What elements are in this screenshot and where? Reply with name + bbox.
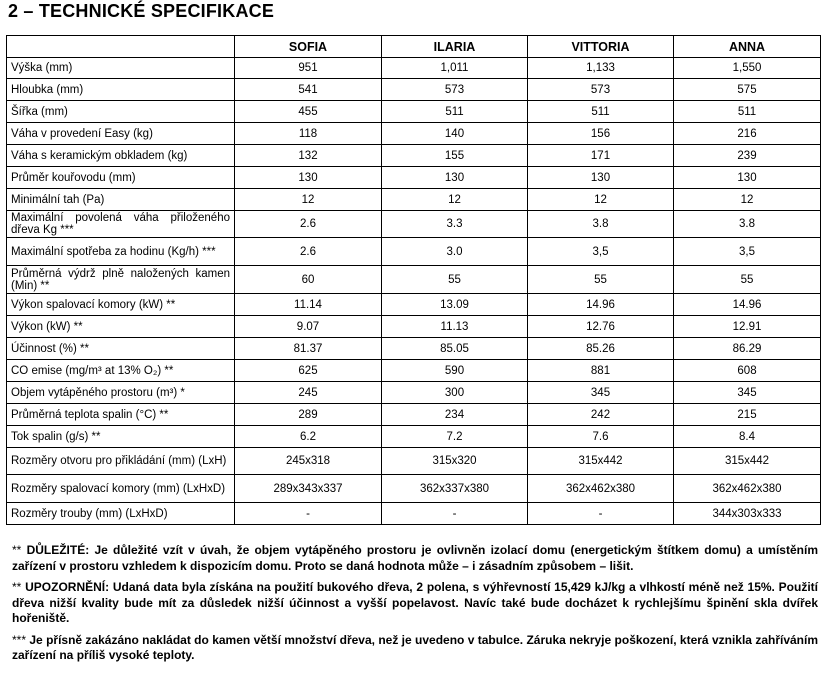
value-cell: 234 [382, 404, 528, 426]
value-cell: 3.3 [382, 211, 528, 238]
value-cell: 12 [528, 189, 674, 211]
value-cell: 951 [235, 58, 382, 79]
value-cell: 345 [528, 382, 674, 404]
note-important [12, 543, 818, 574]
note-prohibition [12, 633, 818, 664]
value-cell: - [528, 503, 674, 525]
value-cell: 511 [382, 101, 528, 123]
value-cell: 12 [382, 189, 528, 211]
value-cell: 11.14 [235, 294, 382, 316]
note-warning [12, 580, 818, 627]
value-cell: 289 [235, 404, 382, 426]
value-cell: 171 [528, 145, 674, 167]
value-cell: 1,011 [382, 58, 528, 79]
value-cell: 1,550 [674, 58, 821, 79]
value-cell: 3.8 [674, 211, 821, 238]
value-cell: 85.26 [528, 338, 674, 360]
value-cell: 60 [235, 266, 382, 294]
table-row [7, 58, 821, 79]
value-cell: 140 [382, 123, 528, 145]
value-cell: 130 [674, 167, 821, 189]
value-cell: 362x462x380 [674, 475, 821, 503]
value-cell: 300 [382, 382, 528, 404]
value-cell: 575 [674, 79, 821, 101]
note-text: UPOZORNĚNÍ: Udaná data byla získána na použití bukového dřeva, 2 polena, s výhřevností 15,429 kJ/kg a vlhkostí méně než 15%. Použití dřeva nižší kvality bude mít za důsledek nižší účinnost a vyšší popelavost. Navíc také bude docházet k rychlejšímu špinění skla dvířek hořeniště. [12, 580, 818, 625]
note-prefix: ** [12, 543, 27, 557]
value-cell: 590 [382, 360, 528, 382]
value-cell: 156 [528, 123, 674, 145]
header-cell-anna: ANNA [674, 36, 821, 58]
value-cell: 315x442 [674, 448, 821, 475]
value-cell: 118 [235, 123, 382, 145]
value-cell: 81.37 [235, 338, 382, 360]
table-row [7, 145, 821, 167]
spec-table-body [7, 58, 821, 525]
table-row [7, 448, 821, 475]
row-label: Průměr kouřovodu (mm) [7, 167, 235, 189]
value-cell: 85.05 [382, 338, 528, 360]
value-cell: 55 [674, 266, 821, 294]
value-cell: 11.13 [382, 316, 528, 338]
table-row [7, 189, 821, 211]
notes-section [12, 543, 818, 670]
note-text: DŮLEŽITÉ: Je důležité vzít v úvah, že objem vytápěného prostoru je ovlivněn izolací domu (energetickým štítkem domu) a umístěním zařízení v prostoru vzhledem k dispozicím domu. Proto se daná hodnota může – i zásadním způsobem – lišit. [12, 543, 818, 573]
value-cell: 12.91 [674, 316, 821, 338]
row-label: Váha s keramickým obkladem (kg) [7, 145, 235, 167]
value-cell: 130 [382, 167, 528, 189]
table-row [7, 123, 821, 145]
header-cell-label [7, 36, 235, 58]
note-text: Je přísně zakázáno nakládat do kamen větší množství dřeva, než je uvedeno v tabulce. Záruka nekryje poškození, která vznikla zahříváním zařízení na příliš vysoké teploty. [12, 632, 819, 662]
page-title: 2 – TECHNICKÉ SPECIFIKACE [8, 1, 275, 21]
header-cell-sofia: SOFIA [235, 36, 382, 58]
value-cell: 14.96 [528, 294, 674, 316]
value-cell: 455 [235, 101, 382, 123]
value-cell: 362x337x380 [382, 475, 528, 503]
table-row [7, 360, 821, 382]
value-cell: 511 [528, 101, 674, 123]
table-row [7, 404, 821, 426]
value-cell: 155 [382, 145, 528, 167]
note-prefix: *** [12, 632, 30, 647]
value-cell: 216 [674, 123, 821, 145]
value-cell: 2.6 [235, 211, 382, 238]
value-cell: 215 [674, 404, 821, 426]
value-cell: 315x320 [382, 448, 528, 475]
row-label: Hloubka (mm) [7, 79, 235, 101]
row-label: Výška (mm) [7, 58, 235, 79]
value-cell: 362x462x380 [528, 475, 674, 503]
row-label: Rozměry spalovací komory (mm) (LxHxD) [7, 475, 235, 503]
table-row [7, 266, 821, 294]
value-cell: 344x303x333 [674, 503, 821, 525]
header-cell-ilaria: ILARIA [382, 36, 528, 58]
row-label: CO emise (mg/m³ at 13% O₂) ** [7, 360, 235, 382]
value-cell: 3,5 [528, 238, 674, 266]
value-cell: 132 [235, 145, 382, 167]
value-cell: 541 [235, 79, 382, 101]
row-label: Průměrná výdrž plně naložených kamen (Min) ** [7, 266, 235, 294]
header-cell-vittoria: VITTORIA [528, 36, 674, 58]
row-label: Objem vytápěného prostoru (m³) * [7, 382, 235, 404]
table-row [7, 294, 821, 316]
value-cell: 12 [674, 189, 821, 211]
value-cell: 289x343x337 [235, 475, 382, 503]
value-cell: 55 [528, 266, 674, 294]
value-cell: 315x442 [528, 448, 674, 475]
value-cell: 625 [235, 360, 382, 382]
value-cell: 573 [382, 79, 528, 101]
row-label: Výkon (kW) ** [7, 316, 235, 338]
table-row [7, 338, 821, 360]
value-cell: 55 [382, 266, 528, 294]
value-cell: 7.6 [528, 426, 674, 448]
value-cell: 881 [528, 360, 674, 382]
value-cell: 3.0 [382, 238, 528, 266]
table-row [7, 167, 821, 189]
row-label: Minimální tah (Pa) [7, 189, 235, 211]
value-cell: 511 [674, 101, 821, 123]
value-cell: 242 [528, 404, 674, 426]
table-header-row [7, 36, 821, 58]
row-label: Rozměry otvoru pro přikládání (mm) (LxH) [7, 448, 235, 475]
value-cell: 3.8 [528, 211, 674, 238]
value-cell: 7.2 [382, 426, 528, 448]
table-row [7, 101, 821, 123]
value-cell: 608 [674, 360, 821, 382]
value-cell: 3,5 [674, 238, 821, 266]
table-row [7, 79, 821, 101]
row-label: Průměrná teplota spalin (°C) ** [7, 404, 235, 426]
table-row [7, 238, 821, 266]
row-label: Výkon spalovací komory (kW) ** [7, 294, 235, 316]
value-cell: 12.76 [528, 316, 674, 338]
value-cell: 245x318 [235, 448, 382, 475]
value-cell: - [235, 503, 382, 525]
value-cell: 245 [235, 382, 382, 404]
value-cell: 8.4 [674, 426, 821, 448]
value-cell: 9.07 [235, 316, 382, 338]
table-row [7, 382, 821, 404]
row-label: Tok spalin (g/s) ** [7, 426, 235, 448]
spec-table [6, 35, 821, 525]
value-cell: - [382, 503, 528, 525]
row-label: Účinnost (%) ** [7, 338, 235, 360]
value-cell: 14.96 [674, 294, 821, 316]
note-prefix: ** [12, 580, 26, 594]
table-row [7, 426, 821, 448]
row-label: Šířka (mm) [7, 101, 235, 123]
row-label: Maximální spotřeba za hodinu (Kg/h) *** [7, 238, 235, 266]
value-cell: 573 [528, 79, 674, 101]
row-label: Maximální povolená váha přiloženého dřeva Kg *** [7, 211, 235, 238]
table-row [7, 503, 821, 525]
value-cell: 130 [528, 167, 674, 189]
value-cell: 13.09 [382, 294, 528, 316]
value-cell: 86.29 [674, 338, 821, 360]
value-cell: 12 [235, 189, 382, 211]
value-cell: 239 [674, 145, 821, 167]
row-label: Váha v provedení Easy (kg) [7, 123, 235, 145]
table-row [7, 475, 821, 503]
value-cell: 130 [235, 167, 382, 189]
table-row [7, 211, 821, 238]
table-row [7, 316, 821, 338]
value-cell: 345 [674, 382, 821, 404]
value-cell: 1,133 [528, 58, 674, 79]
value-cell: 6.2 [235, 426, 382, 448]
row-label: Rozměry trouby (mm) (LxHxD) [7, 503, 235, 525]
value-cell: 2.6 [235, 238, 382, 266]
